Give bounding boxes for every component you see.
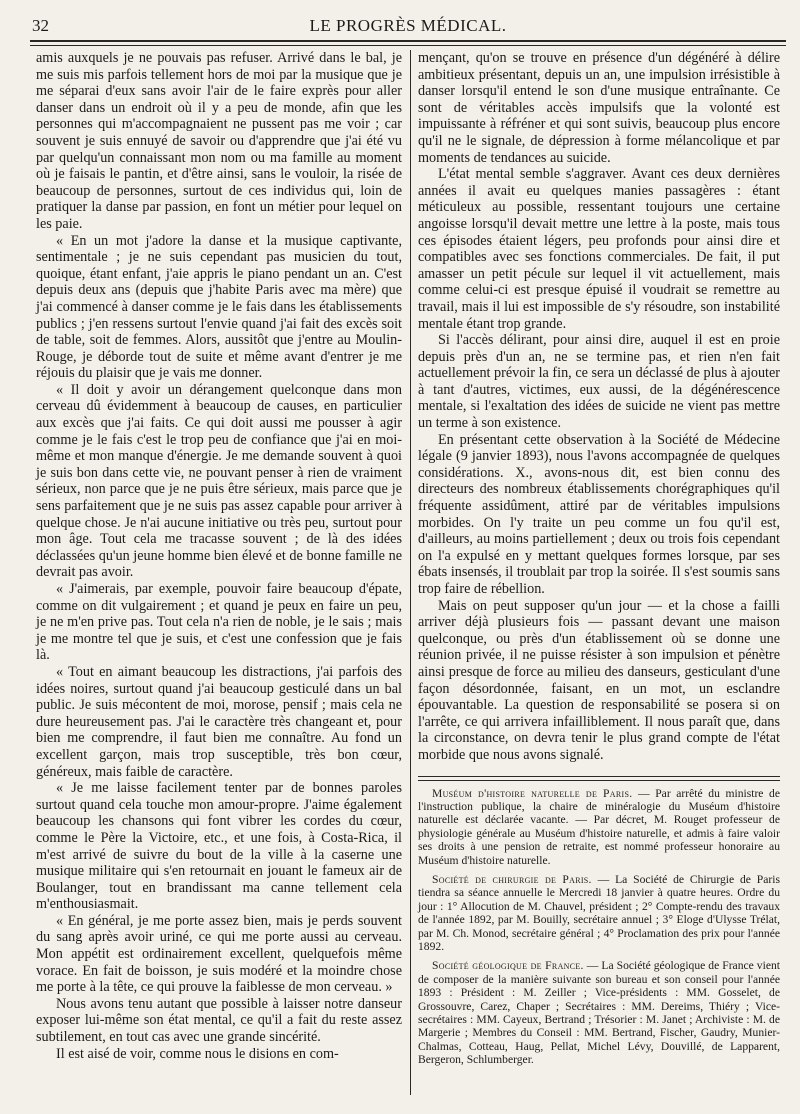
right-column	[418, 50, 780, 1073]
paragraph: Nous avons tenu autant que possible à laisser notre danseur exposer lui-même son état mental, ce qu'il a fait du reste assez subtilement, en tout cas avec une grande sincérité.	[36, 995, 402, 1046]
news-item	[418, 787, 780, 867]
paragraph: « En un mot j'adore la danse et la musique captivante, sentimentale ; je ne suis cependant pas musicien du tout, quoique, étant enfant, j'aie appris le piano pendant un an. C'est depuis deux ans (depuis que j'habite Paris avec ma mère) que j'ai commencé à danser comme je le fais dans les établissements publics ; j'en ressens surtout l'envie quand j'ai fait des excès soit de table, soit de femmes. Alors, aussitôt que j'entre au Moulin-Rouge, je déborde tout de suite et même avant d'entrer je me réjouis du plaisir que je vais me donner.	[36, 232, 402, 382]
news-heading: Société géologique de France.	[432, 959, 584, 973]
header-rule-thin	[30, 45, 786, 46]
paragraph: Si l'accès délirant, pour ainsi dire, auquel il est en proie depuis près d'un an, ne se termine pas, et rien n'en fait actuellement prévoir la fin, ce sera un déclassé de plus à ajouter à tant d'autres, victimes, eux aussi, de la dégénérescence mentale, si l'exaltation des idées de suicide ne vient pas mettre un terme à son existence.	[418, 332, 780, 432]
news-text: — Par arrêté du ministre de l'instruction publique, la chaire de minéralogie du Muséum d'histoire naturelle est déclarée vacante. — Par décret, M. Rouget professeur de physiologie générale au Muséum d'histoire naturelle, et admis à faire valoir ses droits à une pension de retraite, est nommé professeur honoraire au Muséum d'histoire naturelle.	[418, 786, 780, 867]
paragraph: « Je me laisse facilement tenter par de bonnes paroles surtout quand cela touche mon amour-propre. J'aime également beaucoup les chansons qui font vibrer les cordes du cœur, comme le Père la Victoire, etc., et une fois, à Costa-Rica, il m'est arrivé de suivre du bout de la ville à la caserne une musique militaire qui s'en retournait en jouant le fameux air de Boulanger, tout en brandissant ma canne tellement cela m'enthousiasmait.	[36, 780, 402, 913]
page-number: 32	[32, 16, 49, 35]
header-rule	[30, 40, 786, 42]
paragraph: Mais on peut supposer qu'un jour — et la chose a failli arriver déjà plusieurs fois — passant devant une maison quelconque, ou près d'un établissement où se donne une réunion privée, il ne puisse résister à son impulsion et pénètre ainsi presque de force au milieu des danseurs, gesticulant d'une façon désordonnée, faisant, en un mot, un esclandre épouvantable. La question de responsabilité se posera si on l'arrête, ce qui arrivera infailliblement. Il nous paraît que, dans la circonstance, on devra tenir le plus grand compte de l'état morbide que nous avons signalé.	[418, 597, 780, 763]
page-header	[30, 14, 786, 38]
news-item	[418, 873, 780, 953]
paragraph: « Il doit y avoir un dérangement quelconque dans mon cerveau dû évidemment à beaucoup de causes, en particulier aux excès que j'ai faits. Ce qui doit aussi me pousser à agir comme je le fais c'est le trop peu de confiance que j'ai en moi-même et mon manque d'énergie. Je me demande souvent à quoi je suis bon dans cette vie, ne pouvant penser à rien de vraiment sérieux, non parce que je ne puis être sérieux, mais parce que je sens parfaitement que je ne suis pas assez capable pour arriver à quelque chose. Je n'ai aucune initiative ou très peu, surtout pour mon âge. Tout cela me tracasse souvent ; de là des idées déclassées qu'un jeune homme bien élevé et de bonne famille ne devrait pas avoir.	[36, 381, 402, 581]
paragraph: En présentant cette observation à la Société de Médecine légale (9 janvier 1893), nous l'avons accompagnée de quelques considérations. X., avons-nous dit, est bien connu des directeurs des nombreux établissements chorégraphiques qu'il fréquente assidûment, attiré par de véritables impulsions morbides. On l'y traite un peu comme un fou qu'il est, d'ailleurs, au moins partiellement ; deux ou trois fois cependant on l'a expulsé en y mettant quelques formes lorsque, par ses ébats insensés, il troublait par trop la soirée. Il s'est soumis sans trop faire de rébellion.	[418, 431, 780, 597]
left-column	[36, 50, 402, 1062]
news-text: — La Société géologique de France vient de composer de la manière suivante son bureau et son conseil pour l'année 1893 : Président : M. Zeiller ; Vice-présidents : MM. Gosselet, de Grossouvre, Carez, Chaper ; Secrétaires : MM. Dereims, Thiéry ; Vice-secrétaires : MM. Cayeux, Bertrand ; Trésorier : M. Janet ; Archiviste : M. de Margerie ; Membres du Conseil : MM. Bertrand, Fischer, Gaudry, Munier-Chalmas, Cotteau, Haug, Pellat, Michel Lévy, Douvillé, de Lapparent, Bergeron, Schlumberger.	[418, 959, 780, 1067]
paragraph: « J'aimerais, par exemple, pouvoir faire beaucoup d'épate, comme on dit vulgairement ; et quand je peux en faire un peu, je ne m'en prive pas. Tout cela n'a rien de noble, je le sais ; mais je me montre tel que je suis, et c'est une confession que je fais là.	[36, 581, 402, 664]
paragraph: L'état mental semble s'aggraver. Avant ces deux dernières années il avait eu quelques manies passagères : étant méticuleux au possible, ressentant toujours une certaine angoisse lorsqu'il devait mettre une lettre à la poste, mais tous ces épisodes étaient légers, peu profonds pour ainsi dire et compatibles avec ses fonctions commerciales. De fait, il put amasser un petit pécule sur lequel il vit actuellement, mais comme celui-ci est presque épuisé il voudrait se remettre au travail, mais il lui est impossible de s'y résoudre, son instabilité mentale étant trop grande.	[418, 166, 780, 332]
news-separator	[418, 776, 780, 781]
news-heading: Muséum d'histoire naturelle de Paris.	[432, 786, 633, 800]
news-text: — La Société de Chirurgie de Paris tiendra sa séance annuelle le Mercredi 18 janvier à quatre heures. Ordre du jour : 1° Allocution de M. Chauvel, président ; 2° Compte-rendu des travaux de l'année 1892, par M. Bouilly, secrétaire annuel ; 3° Eloge d'Ulysse Trélat, par M. Ch. Monod, secrétaire général ; 4° Proclamation des prix pour l'année 1892.	[418, 872, 780, 953]
paragraph: amis auxquels je ne pouvais pas refuser. Arrivé dans le bal, je me suis mis parfois tellement hors de moi par la musique que je me séparai d'eux sans avoir l'air de le faire exprès pour aller danser dans un endroit où il y a peu de monde, afin que les personnes qui m'accompagnaient ne pussent pas me voir ; car souvent je suis ennuyé de savoir ou d'apprendre que j'ai été vu par quelqu'un connaissant mon nom ou ma famille au moment où je faisais le pantin, et d'être ainsi, sans le vouloir, la risée de beaucoup de personnes, surtout de ces individus qui, loin de pratiquer la danse par passion, en font un métier pour lequel on les paie.	[36, 50, 402, 232]
paragraph: « Tout en aimant beaucoup les distractions, j'ai parfois des idées noires, surtout quand j'ai beaucoup gesticulé dans un bal public. Je suis mécontent de moi, morose, pensif ; mais cela ne dure heureusement pas. J'ai le caractère très changeant et, pour bien me comprendre, il faut bien me connaître. Au fond un excellent garçon, mais trop susceptible, très bon cœur, généreux, mais faible de caractère.	[36, 663, 402, 780]
paragraph: « En général, je me porte assez bien, mais je perds souvent du sang après avoir uriné, ce qui me porte aussi au cerveau. Mon appétit est ordinairement excellent, quelquefois même vorace. En fait de boisson, je suis modéré et la moindre chose me porte à la tête, ce qui prouve la faiblesse de mon cerveau. »	[36, 912, 402, 996]
news-item	[418, 959, 780, 1066]
paragraph: mençant, qu'on se trouve en présence d'un dégénéré à délire ambitieux présentant, depuis un an, une impulsion irrésistible à danser lorsqu'il entend le son d'une musique entraînante. Ce sont de véritables accès impulsifs que la volonté est impuissante à réfréner et qui sont suivis, beaucoup plus encore qu'il ne le signale, de dépression à forme mélancolique et par moments de tendances au suicide.	[418, 50, 780, 166]
news-section	[418, 787, 780, 1067]
column-divider	[410, 50, 411, 1095]
journal-title: LE PROGRÈS MÉDICAL.	[309, 16, 507, 35]
news-heading: Société de chirurgie de Paris.	[432, 872, 592, 886]
paragraph: Il est aisé de voir, comme nous le disions en com-	[56, 1045, 339, 1062]
